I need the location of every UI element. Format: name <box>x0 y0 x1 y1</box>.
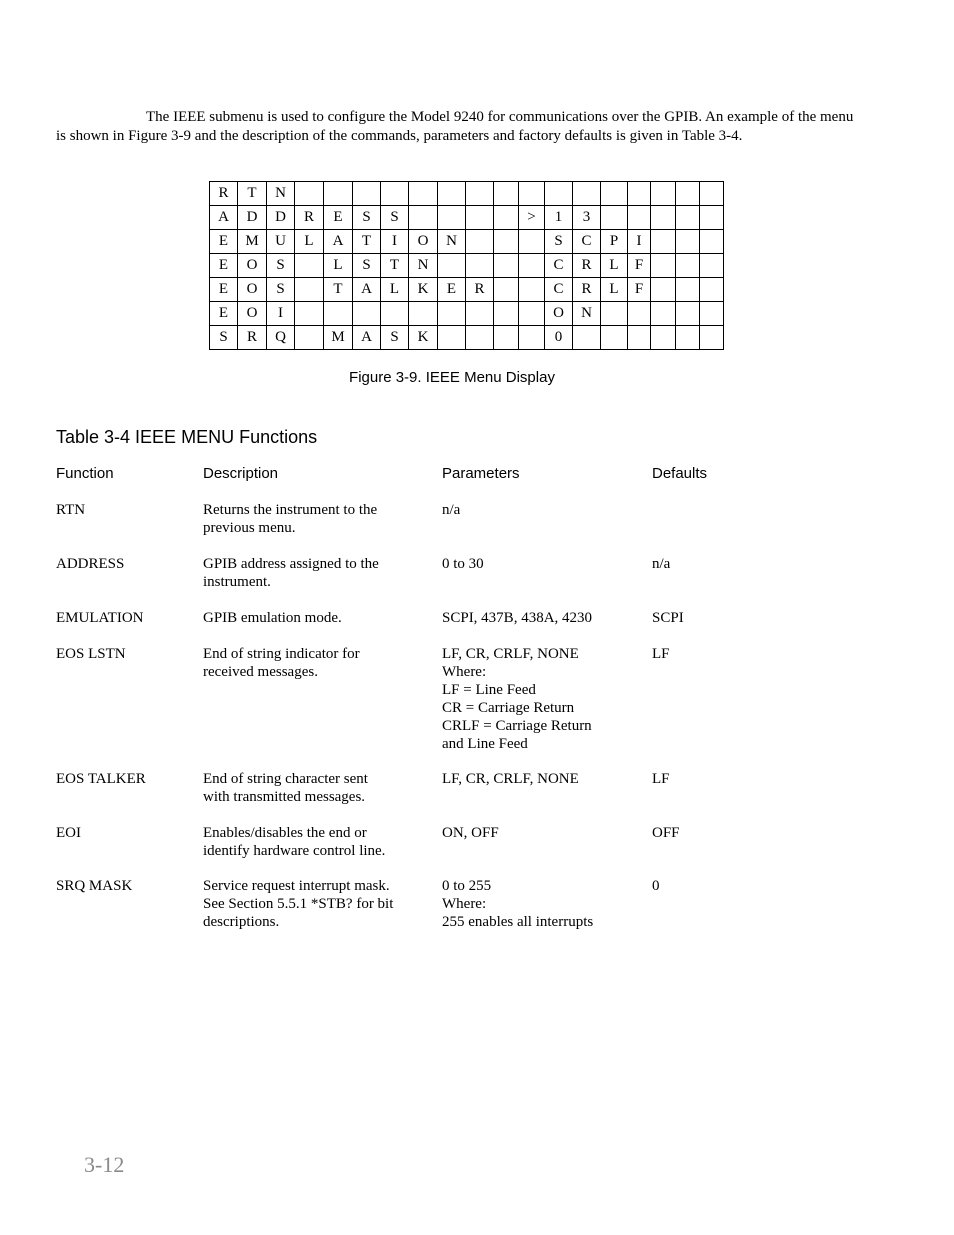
menu-cell <box>324 302 353 326</box>
menu-cell: I <box>381 230 409 254</box>
menu-row <box>210 230 724 254</box>
column-header-description: Description <box>203 465 279 482</box>
menu-cell <box>651 182 676 206</box>
menu-cell: 1 <box>545 206 573 230</box>
menu-cell <box>409 182 438 206</box>
menu-cell <box>700 254 724 278</box>
menu-cell <box>295 182 324 206</box>
column-header-function: Function <box>56 465 114 482</box>
menu-cell: N <box>409 254 438 278</box>
menu-cell: K <box>409 278 438 302</box>
menu-cell: N <box>267 182 295 206</box>
menu-cell <box>381 182 409 206</box>
menu-cell <box>519 230 545 254</box>
menu-cell <box>409 206 438 230</box>
menu-cell <box>519 182 545 206</box>
menu-cell <box>573 182 601 206</box>
menu-cell: K <box>409 326 438 350</box>
menu-cell: N <box>438 230 466 254</box>
description-cell: GPIB address assigned to the instrument. <box>203 556 379 590</box>
menu-cell <box>676 182 700 206</box>
menu-cell: L <box>295 230 324 254</box>
menu-cell <box>466 302 494 326</box>
menu-cell <box>628 302 651 326</box>
menu-cell: T <box>381 254 409 278</box>
menu-cell: S <box>545 230 573 254</box>
menu-cell: I <box>628 230 651 254</box>
menu-cell <box>519 278 545 302</box>
menu-cell <box>519 326 545 350</box>
parameters-cell: n/a <box>442 502 461 518</box>
menu-cell: L <box>601 278 628 302</box>
menu-cell <box>676 206 700 230</box>
column-header-parameters: Parameters <box>442 465 520 482</box>
menu-cell <box>466 182 494 206</box>
menu-cell <box>700 302 724 326</box>
menu-cell: E <box>210 254 238 278</box>
menu-cell: E <box>210 278 238 302</box>
menu-cell <box>438 326 466 350</box>
menu-cell <box>409 302 438 326</box>
menu-cell <box>651 278 676 302</box>
table-title: Table 3-4 IEEE MENU Functions <box>56 427 318 447</box>
menu-cell <box>494 326 519 350</box>
menu-cell: S <box>267 278 295 302</box>
menu-cell <box>601 182 628 206</box>
parameters-cell: LF, CR, CRLF, NONE Where: LF = Line Feed CR = Carriage Return CRLF = Carriage Return and Line Feed <box>442 646 592 752</box>
menu-cell <box>700 206 724 230</box>
menu-cell <box>700 230 724 254</box>
menu-cell <box>676 230 700 254</box>
menu-cell: E <box>324 206 353 230</box>
menu-cell: T <box>324 278 353 302</box>
menu-cell: E <box>210 230 238 254</box>
menu-cell: S <box>381 206 409 230</box>
default-cell: SCPI <box>652 610 684 626</box>
parameters-cell: ON, OFF <box>442 825 499 841</box>
menu-cell: 0 <box>545 326 573 350</box>
menu-cell <box>466 326 494 350</box>
menu-cell: N <box>573 302 601 326</box>
menu-cell <box>295 326 324 350</box>
menu-cell: O <box>545 302 573 326</box>
menu-row <box>210 182 724 206</box>
description-cell: Service request interrupt mask. See Section 5.5.1 *STB? for bit descriptions. <box>203 878 394 930</box>
menu-cell: R <box>295 206 324 230</box>
description-cell: End of string character sent with transmitted messages. <box>203 771 368 805</box>
description-cell: GPIB emulation mode. <box>203 610 342 626</box>
menu-cell <box>651 302 676 326</box>
menu-cell: U <box>267 230 295 254</box>
menu-cell: R <box>466 278 494 302</box>
menu-cell <box>324 182 353 206</box>
menu-cell: R <box>573 278 601 302</box>
menu-cell: D <box>238 206 267 230</box>
menu-cell <box>295 278 324 302</box>
description-cell: Enables/disables the end or identify hardware control line. <box>203 825 386 859</box>
menu-cell <box>628 182 651 206</box>
menu-cell: C <box>573 230 601 254</box>
menu-cell <box>438 206 466 230</box>
menu-cell: 3 <box>573 206 601 230</box>
menu-row <box>210 254 724 278</box>
menu-cell <box>676 278 700 302</box>
function-cell: RTN <box>56 502 86 518</box>
menu-cell: P <box>601 230 628 254</box>
function-cell: SRQ MASK <box>56 878 133 894</box>
parameters-cell: SCPI, 437B, 438A, 4230 <box>442 610 593 626</box>
menu-cell: O <box>409 230 438 254</box>
function-cell: ADDRESS <box>56 556 125 572</box>
figure-caption: Figure 3-9. IEEE Menu Display <box>349 369 555 386</box>
menu-cell: D <box>267 206 295 230</box>
menu-cell <box>628 206 651 230</box>
menu-cell: M <box>238 230 267 254</box>
menu-cell: T <box>238 182 267 206</box>
menu-cell: I <box>267 302 295 326</box>
intro-paragraph: The IEEE submenu is used to configure the Model 9240 for communications over the GPIB. An example of the menu is shown in Figure 3-9 and the description of the commands, parameters and factory defaults is given in Table 3-4. <box>56 109 854 144</box>
default-cell: OFF <box>652 825 680 841</box>
function-cell: EOS TALKER <box>56 771 146 787</box>
menu-cell <box>519 254 545 278</box>
menu-cell: O <box>238 302 267 326</box>
menu-cell: C <box>545 254 573 278</box>
menu-cell <box>353 302 381 326</box>
menu-cell <box>700 278 724 302</box>
menu-cell <box>353 182 381 206</box>
parameters-cell: 0 to 30 <box>442 556 484 572</box>
menu-cell: E <box>210 302 238 326</box>
column-header-defaults: Defaults <box>652 465 708 482</box>
menu-cell: A <box>353 278 381 302</box>
menu-cell <box>295 302 324 326</box>
parameters-cell: LF, CR, CRLF, NONE <box>442 771 579 787</box>
function-cell: EOS LSTN <box>56 646 126 662</box>
menu-cell <box>601 302 628 326</box>
menu-cell: M <box>324 326 353 350</box>
menu-cell <box>494 254 519 278</box>
menu-cell: F <box>628 278 651 302</box>
menu-cell: O <box>238 278 267 302</box>
menu-cell: R <box>210 182 238 206</box>
menu-cell <box>494 206 519 230</box>
menu-cell <box>601 206 628 230</box>
menu-cell <box>700 326 724 350</box>
menu-cell: A <box>210 206 238 230</box>
menu-cell: R <box>573 254 601 278</box>
default-cell: LF <box>652 771 670 787</box>
menu-cell <box>676 326 700 350</box>
menu-cell <box>545 182 573 206</box>
menu-cell: S <box>267 254 295 278</box>
menu-cell <box>573 326 601 350</box>
menu-cell <box>466 254 494 278</box>
menu-cell <box>494 302 519 326</box>
menu-row <box>210 302 724 326</box>
parameters-cell: 0 to 255 Where: 255 enables all interrupts <box>442 878 594 930</box>
menu-cell <box>628 326 651 350</box>
menu-row <box>210 326 724 350</box>
function-cell: EOI <box>56 825 81 841</box>
menu-cell: S <box>210 326 238 350</box>
menu-cell: L <box>381 278 409 302</box>
menu-cell: S <box>353 254 381 278</box>
menu-cell <box>438 182 466 206</box>
menu-cell <box>438 254 466 278</box>
menu-row <box>210 206 724 230</box>
menu-cell <box>466 230 494 254</box>
page-number: 3-12 <box>84 1152 125 1177</box>
default-cell: 0 <box>652 878 660 894</box>
default-cell: n/a <box>652 556 671 572</box>
menu-cell: S <box>353 206 381 230</box>
menu-cell: A <box>353 326 381 350</box>
menu-cell <box>676 254 700 278</box>
menu-cell: A <box>324 230 353 254</box>
menu-cell: R <box>238 326 267 350</box>
menu-cell <box>494 278 519 302</box>
menu-cell <box>295 254 324 278</box>
menu-row <box>210 278 724 302</box>
menu-cell <box>494 182 519 206</box>
menu-cell <box>601 326 628 350</box>
menu-cell <box>651 206 676 230</box>
menu-cell: O <box>238 254 267 278</box>
menu-cell <box>651 254 676 278</box>
default-cell: LF <box>652 646 670 662</box>
description-cell: End of string indicator for received messages. <box>203 646 360 680</box>
menu-cell <box>676 302 700 326</box>
menu-cell <box>494 230 519 254</box>
menu-cell: T <box>353 230 381 254</box>
menu-cell <box>651 326 676 350</box>
menu-cell <box>651 230 676 254</box>
menu-cell: C <box>545 278 573 302</box>
menu-cell: > <box>519 206 545 230</box>
menu-cell: Q <box>267 326 295 350</box>
menu-cell: E <box>438 278 466 302</box>
description-cell: Returns the instrument to the previous menu. <box>203 502 378 536</box>
menu-cell <box>381 302 409 326</box>
menu-cell: F <box>628 254 651 278</box>
menu-cell <box>438 302 466 326</box>
ieee-menu-display-grid <box>209 181 724 350</box>
menu-cell: L <box>324 254 353 278</box>
menu-cell: L <box>601 254 628 278</box>
menu-cell: S <box>381 326 409 350</box>
function-cell: EMULATION <box>56 610 144 626</box>
menu-cell <box>700 182 724 206</box>
menu-cell <box>519 302 545 326</box>
menu-cell <box>466 206 494 230</box>
